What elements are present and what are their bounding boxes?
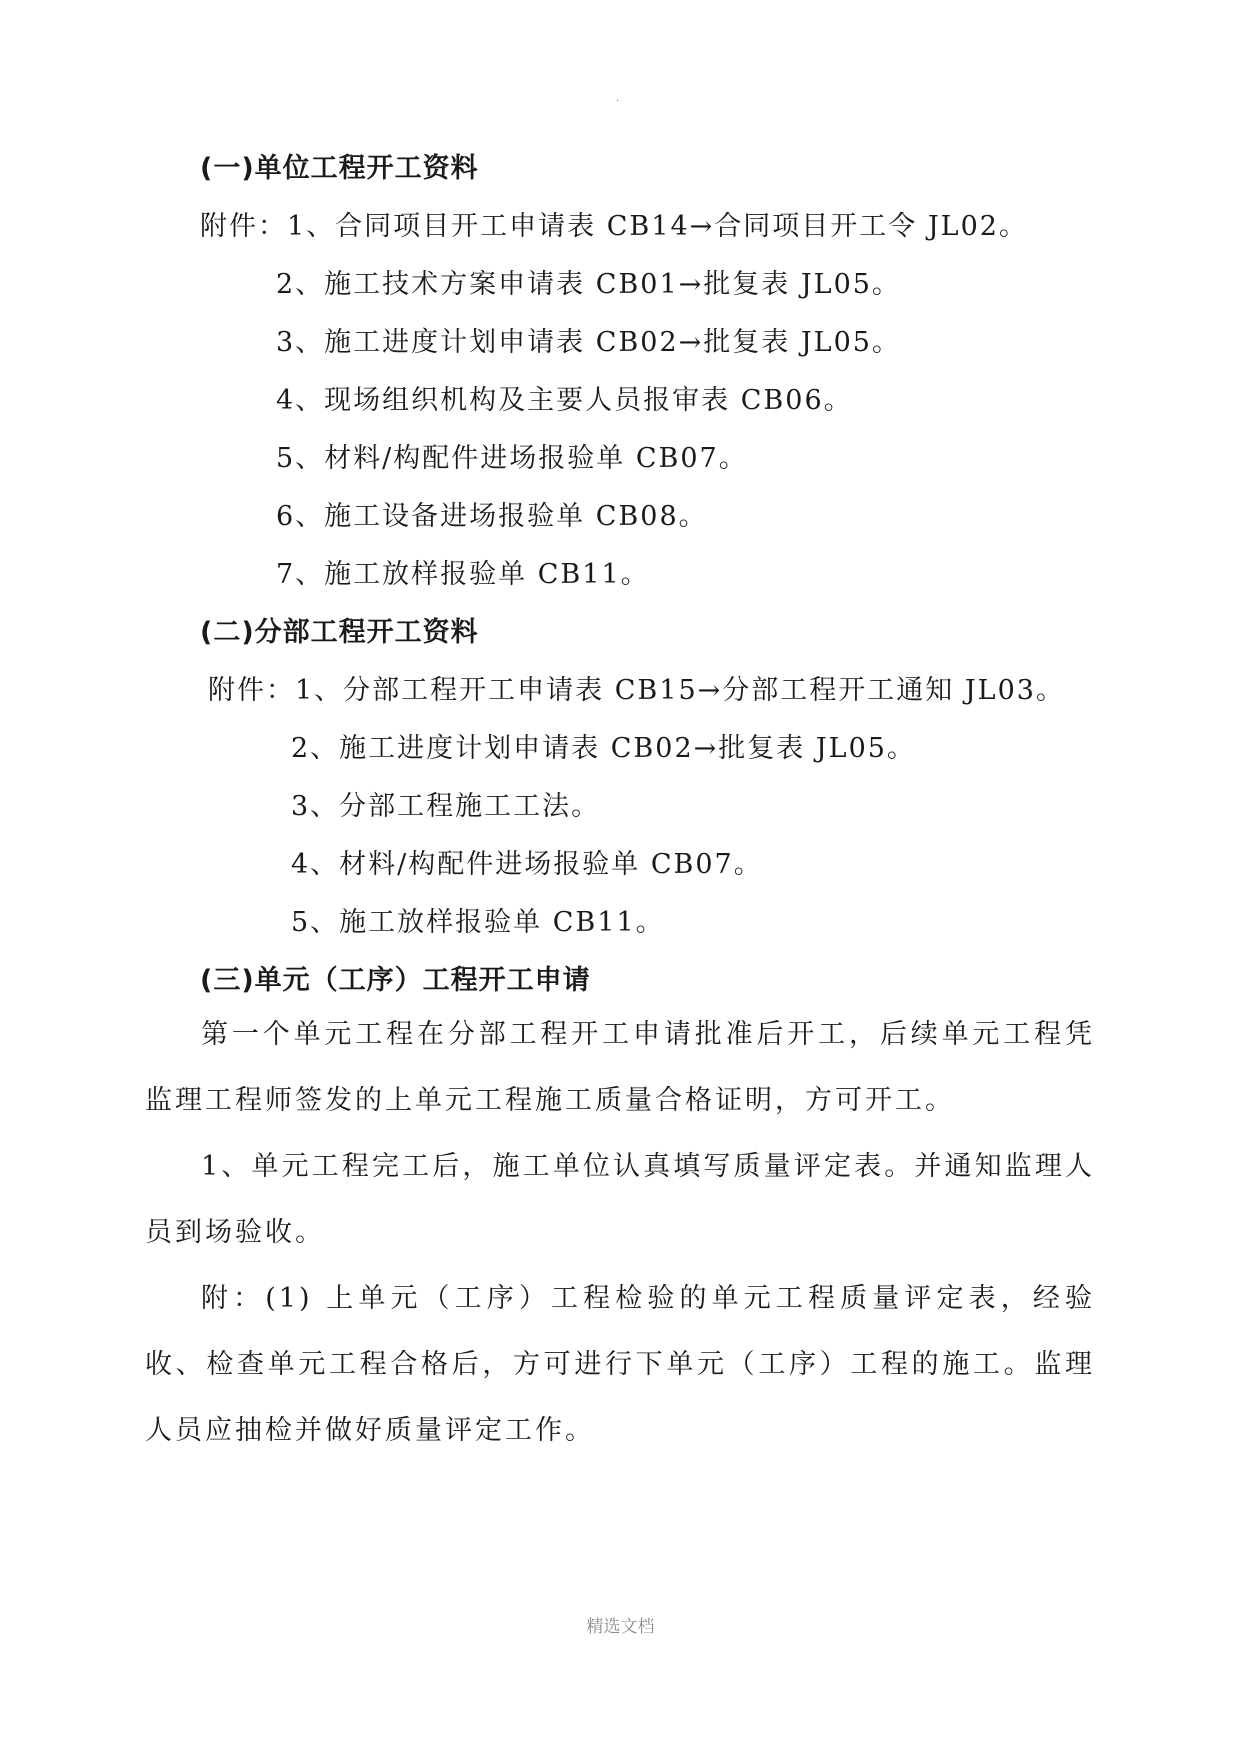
section-1-title: (一)单位工程开工资料 bbox=[200, 153, 479, 184]
section-1-item-1: 附件：1、合同项目开工申请表 CB14→合同项目开工令 JL02。 bbox=[200, 211, 1028, 242]
section-2-item-2: 2、施工进度计划申请表 CB02→批复表 JL05。 bbox=[291, 733, 916, 764]
paragraph-1-text: 第一个单元工程在分部工程开工申请批准后开工，后续单元工程凭监理工程师签发的上单元工程施工质量合格证明，方可开工。 bbox=[145, 1019, 1095, 1116]
section-2-item-3: 3、分部工程施工工法。 bbox=[291, 791, 601, 822]
paragraph-2-text: 1、单元工程完工后，施工单位认真填写质量评定表。并通知监理人员到场验收。 bbox=[145, 1151, 1095, 1248]
section-2-item-1: 附件：1、分部工程开工申请表 CB15→分部工程开工通知 JL03。 bbox=[208, 675, 1065, 706]
section-3-paragraph-2 bbox=[145, 1134, 1095, 1266]
section-1-item-6: 6、施工设备进场报验单 CB08。 bbox=[276, 501, 708, 532]
section-1-item-5: 5、材料/构配件进场报验单 CB07。 bbox=[276, 443, 748, 474]
section-1-item-3: 3、施工进度计划申请表 CB02→批复表 JL05。 bbox=[276, 327, 901, 358]
paragraph-3-text: 附：(1) 上单元（工序）工程检验的单元工程质量评定表，经验收、检查单元工程合格后，方可进行下单元（工序）工程的施工。监理人员应抽检并做好质量评定工作。 bbox=[145, 1283, 1095, 1446]
section-3-title: (三)单元（工序）工程开工申请 bbox=[200, 965, 591, 996]
header-mark: · bbox=[616, 96, 620, 107]
section-1-item-4: 4、现场组织机构及主要人员报审表 CB06。 bbox=[276, 385, 853, 416]
section-1-item-7: 7、施工放样报验单 CB11。 bbox=[276, 559, 650, 590]
page-footer: 精选文档 bbox=[586, 1617, 655, 1637]
section-2-item-4: 4、材料/构配件进场报验单 CB07。 bbox=[291, 849, 763, 880]
section-2-title: (二)分部工程开工资料 bbox=[200, 617, 479, 648]
section-1-item-2: 2、施工技术方案申请表 CB01→批复表 JL05。 bbox=[276, 269, 901, 300]
section-3-paragraph-3 bbox=[145, 1266, 1095, 1464]
section-3-paragraph-1 bbox=[145, 1002, 1095, 1134]
section-2-item-5: 5、施工放样报验单 CB11。 bbox=[291, 907, 665, 938]
